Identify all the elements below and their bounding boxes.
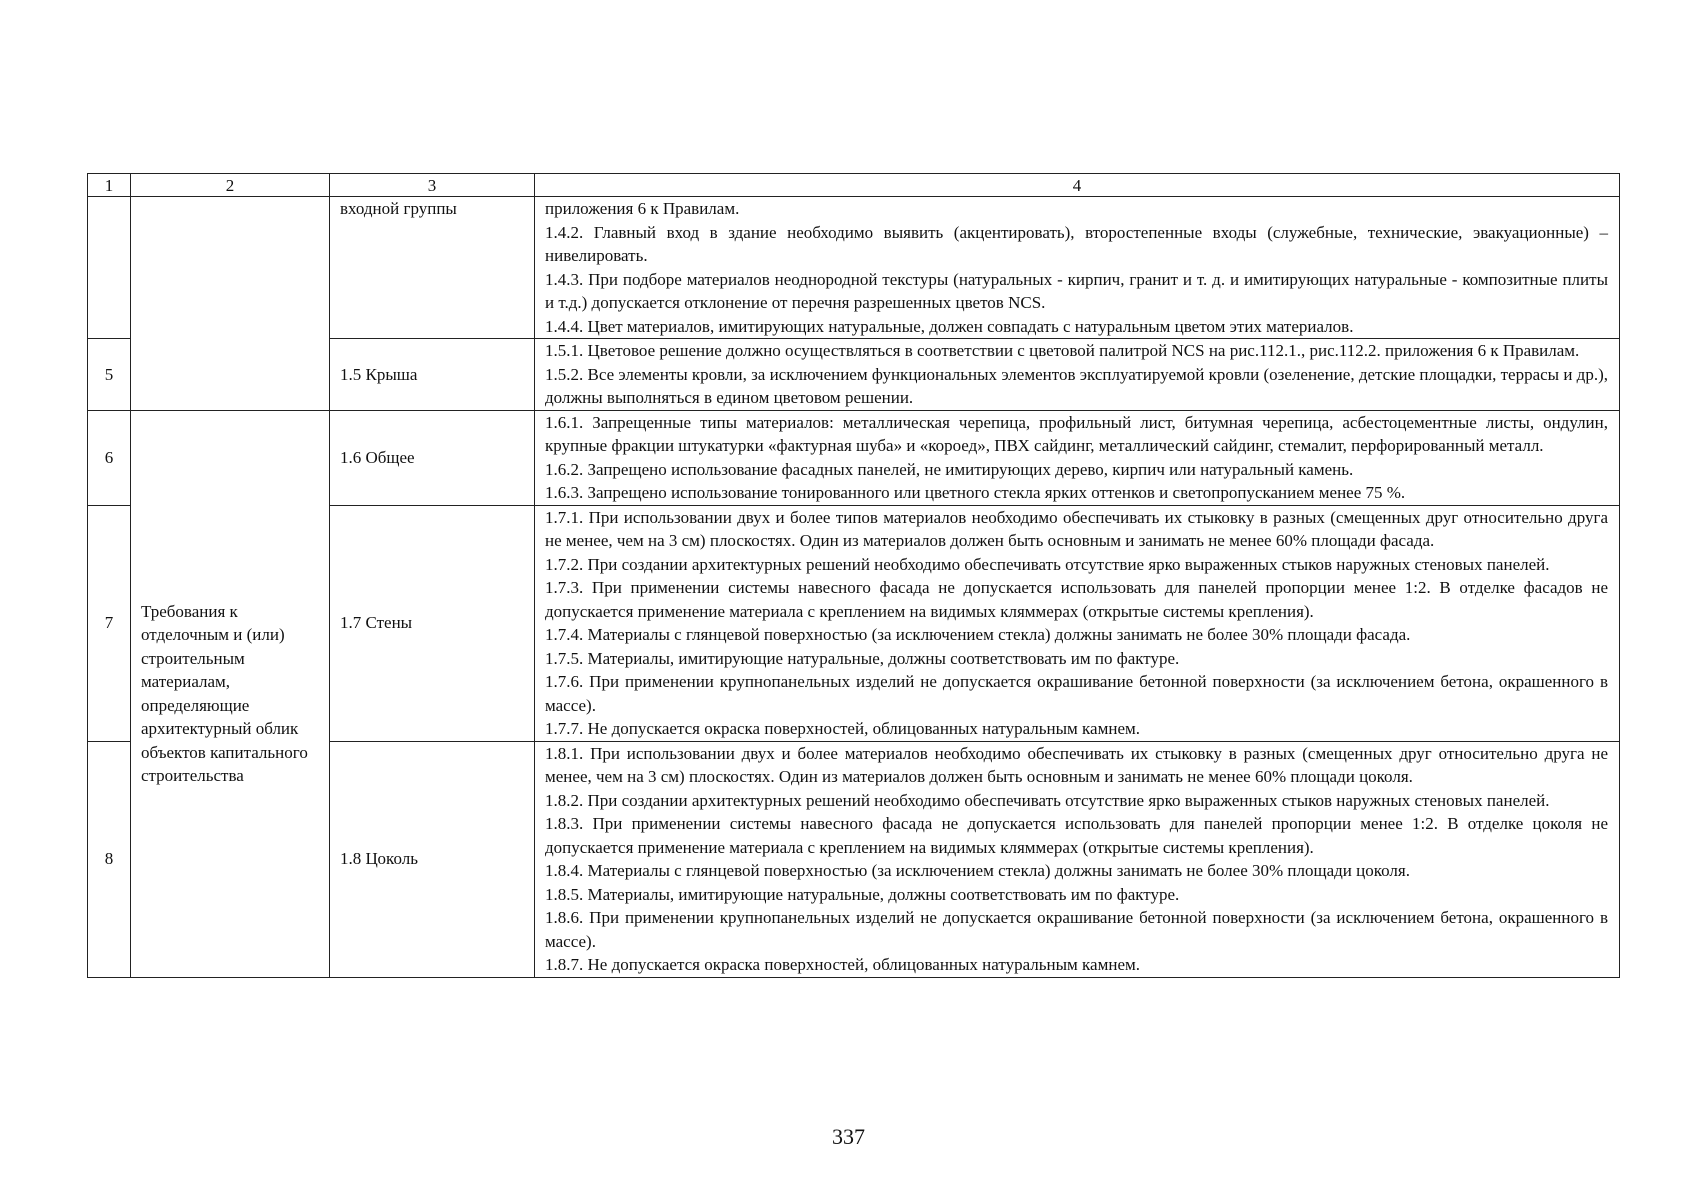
- paragraph: 1.7.3. При применении системы навесного фасада не допускается использовать для панелей пропорции менее 1:2. В отделке фасадов не допускается применение материала с креплением на видимых кляммерах (открытые системы крепления).: [545, 578, 1608, 621]
- row-number: 5: [88, 339, 131, 411]
- section-text: [535, 339, 1620, 411]
- header-col-3: 3: [330, 174, 535, 197]
- paragraph: 1.4.4. Цвет материалов, имитирующих натуральные, должен совпадать с натуральным цветом этих материалов.: [545, 316, 1354, 336]
- header-col-1: 1: [88, 174, 131, 197]
- paragraph: 1.7.7. Не допускается окраска поверхностей, облицованных натуральным камнем.: [545, 719, 1141, 738]
- paragraph: приложения 6 к Правилам.: [545, 199, 740, 218]
- requirement-group-cell-a: [131, 197, 330, 411]
- paragraph: 1.8.6. При применении крупнопанельных изделий не допускается окрашивание бетонной поверхности (за исключением бетона, окрашенного в массе).: [545, 908, 1608, 951]
- table-row: [88, 410, 1620, 505]
- section-text: [535, 505, 1620, 741]
- paragraph: 1.8.2. При создании архитектурных решений необходимо обеспечивать отсутствие ярко выраженных стыков наружных стеновых панелей.: [545, 790, 1550, 810]
- section-name: 1.8 Цоколь: [330, 741, 535, 977]
- paragraph: 1.4.2. Главный вход в здание необходимо выявить (акцентировать), второстепенные входы (служебные, технические, эвакуационные) – нивелировать.: [545, 222, 1608, 265]
- row-number: 8: [88, 741, 131, 977]
- section-name: 1.6 Общее: [330, 410, 535, 505]
- header-col-4: 4: [535, 174, 1620, 197]
- paragraph: 1.8.5. Материалы, имитирующие натуральные, должны соответствовать им по фактуре.: [545, 884, 1180, 904]
- paragraph: 1.8.3. При применении системы навесного фасада не допускается использовать для панелей пропорции менее 1:2. В отделке цоколя не допускается применение материала с креплением на видимых кляммерах (открытые системы крепления).: [545, 814, 1608, 857]
- requirement-group-cell: [131, 410, 330, 977]
- row-number: 6: [88, 410, 131, 505]
- page-number: 337: [832, 1124, 865, 1149]
- section-name: 1.7 Стены: [330, 505, 535, 741]
- paragraph: 1.7.2. При создании архитектурных решений необходимо обеспечивать отсутствие ярко выраженных стыков наружных стеновых панелей.: [545, 554, 1550, 574]
- paragraph: 1.6.3. Запрещено использование тонированного или цветного стекла ярких оттенков и светопропусканием менее 75 %.: [545, 483, 1406, 502]
- requirement-group-label: Требования к отделочным и (или) строительным материалам, определяющие архитектурный облик объектов капитального строительства: [141, 601, 308, 785]
- section-text: [535, 741, 1620, 977]
- requirements-table: [87, 173, 1620, 978]
- paragraph: 1.8.4. Материалы с глянцевой поверхностью (за исключением стекла) должны занимать не более 30% площади цоколя.: [545, 861, 1410, 880]
- paragraph: 1.5.2. Все элементы кровли, за исключением функциональных элементов эксплуатируемой кровли (озеленение, детские площадки, террасы и др.), должны выполняться в едином цветовом решении.: [545, 364, 1608, 407]
- paragraph: 1.6.1. Запрещенные типы материалов: металлическая черепица, профильный лист, битумная черепица, асбестоцементные листы, ондулин, крупные фракции штукатурки «фактурная шуба» и «короед», ПВХ сайдинг, металлический сайдинг, стемалит, перфорированный металл.: [545, 412, 1608, 455]
- table-row: [88, 197, 1620, 339]
- paragraph: 1.7.6. При применении крупнопанельных изделий не допускается окрашивание бетонной поверхности (за исключением бетона, окрашенного в массе).: [545, 672, 1608, 715]
- paragraph: 1.7.5. Материалы, имитирующие натуральные, должны соответствовать им по фактуре.: [545, 648, 1180, 668]
- paragraph: 1.5.1. Цветовое решение должно осуществляться в соответствии с цветовой палитрой NCS на рис.112.1., рис.112.2. приложения 6 к Правилам.: [545, 341, 1580, 360]
- paragraph: 1.7.4. Материалы с глянцевой поверхностью (за исключением стекла) должны занимать не более 30% площади фасада.: [545, 625, 1411, 644]
- paragraph: 1.6.2. Запрещено использование фасадных панелей, не имитирующих дерево, кирпич или натуральный камень.: [545, 459, 1354, 479]
- paragraph: 1.7.1. При использовании двух и более типов материалов необходимо обеспечивать их стыковку в разных (смещенных друг относительно друга не менее, чем на 3 см) плоскостях. Один из материалов должен быть основным и занимать не менее 60% площади фасада.: [545, 507, 1608, 550]
- header-col-2: 2: [131, 174, 330, 197]
- row-number: [88, 197, 131, 339]
- paragraph: 1.8.1. При использовании двух и более материалов необходимо обеспечивать их стыковку в разных (смещенных друг относительно друга не менее, чем на 3 см) плоскостях. Один из материалов должен быть основным и занимать не менее 60% площади цоколя.: [545, 743, 1608, 786]
- section-name: 1.5 Крыша: [330, 339, 535, 411]
- section-name: входной группы: [330, 197, 535, 339]
- table-header-row: [88, 174, 1620, 197]
- paragraph: 1.4.3. При подборе материалов неоднородной текстуры (натуральных - кирпич, гранит и т. д. и имитирующих натуральные - композитные плиты и т.д.) допускается отклонение от перечня разрешенных цветов NCS.: [545, 269, 1608, 312]
- row-number: 7: [88, 505, 131, 741]
- section-text: [535, 410, 1620, 505]
- section-text: [535, 197, 1620, 339]
- paragraph: 1.8.7. Не допускается окраска поверхностей, облицованных натуральным камнем.: [545, 955, 1141, 974]
